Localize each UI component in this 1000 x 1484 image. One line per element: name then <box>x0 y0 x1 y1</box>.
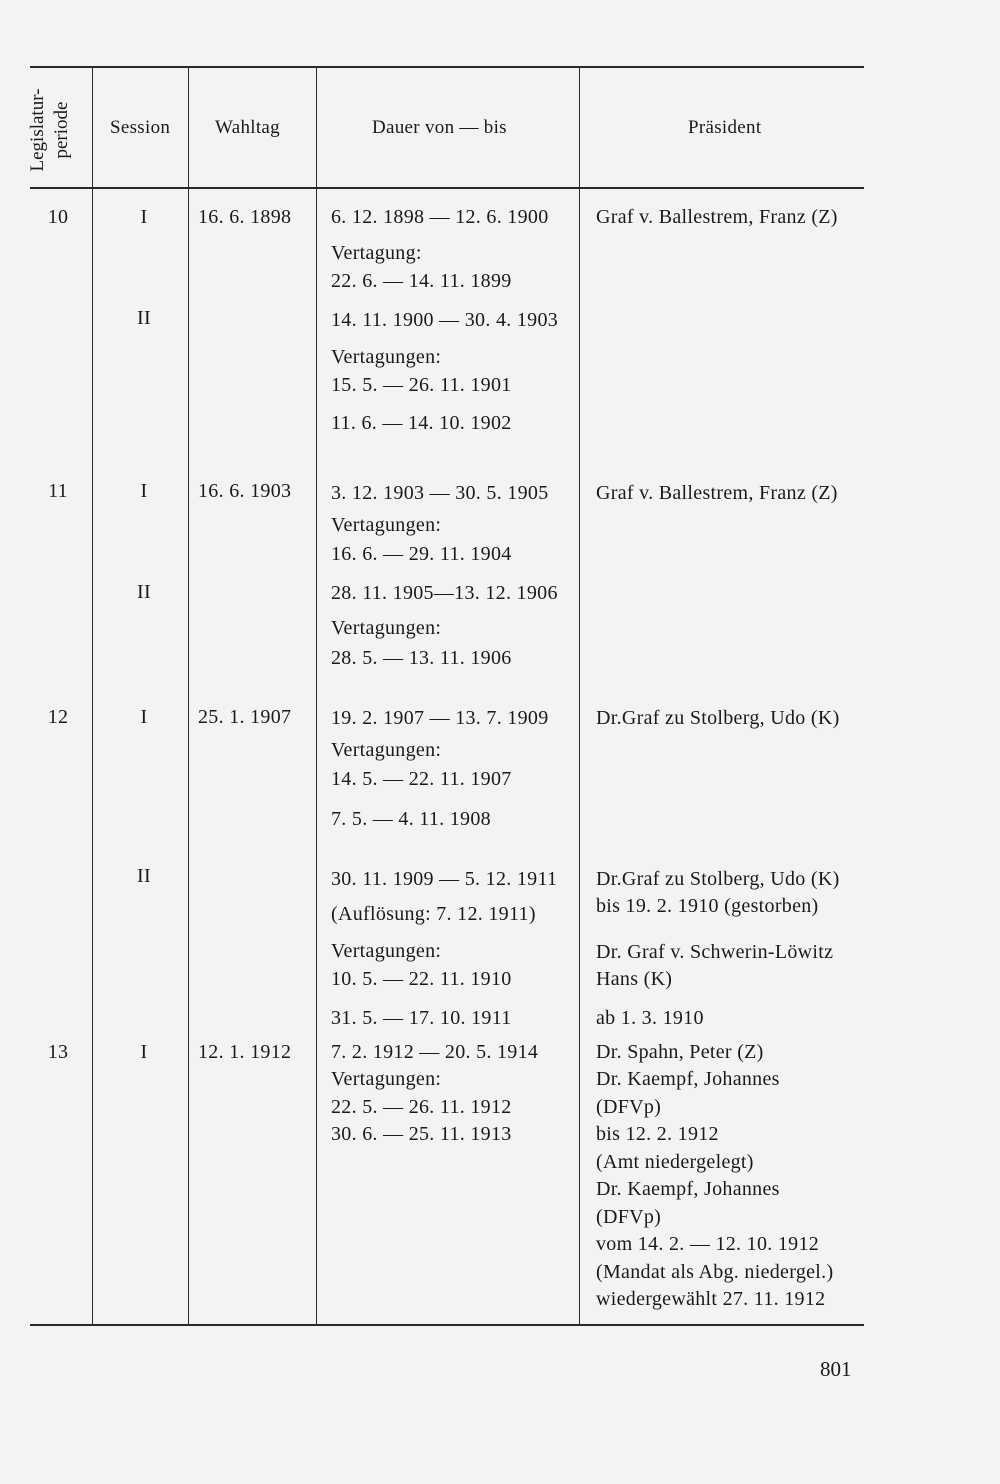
dauer-13-line1: 7. 2. 1912 — 20. 5. 1914 <box>331 1041 539 1063</box>
praesident-13-line7: (DFVp) <box>596 1206 662 1228</box>
wahltag-12: 25. 1. 1907 <box>198 706 292 728</box>
praesident-13-line6: Dr. Kaempf, Johannes <box>596 1178 780 1200</box>
praesident-12-ii-line4: Hans (K) <box>596 968 673 990</box>
praesident-12-ii-line2: bis 19. 2. 1910 (gestorben) <box>596 895 819 917</box>
wahltag-10: 16. 6. 1898 <box>198 206 292 228</box>
dauer-13-line3: 22. 5. — 26. 11. 1912 <box>331 1096 512 1118</box>
praesident-12-ii-line5: ab 1. 3. 1910 <box>596 1007 704 1029</box>
dauer-11-i-line1: 3. 12. 1903 — 30. 5. 1905 <box>331 482 549 504</box>
praesident-13-line10: wiedergewählt 27. 11. 1912 <box>596 1288 826 1310</box>
praesident-11: Graf v. Ballestrem, Franz (Z) <box>596 482 838 504</box>
praesident-13-line9: (Mandat als Abg. niedergel.) <box>596 1261 834 1283</box>
column-divider-4 <box>579 67 580 1325</box>
praesident-10: Graf v. Ballestrem, Franz (Z) <box>596 206 838 228</box>
dauer-10-i-line1: 6. 12. 1898 — 12. 6. 1900 <box>331 206 549 228</box>
dauer-12-i-line4: 7. 5. — 4. 11. 1908 <box>331 808 491 830</box>
top-rule <box>30 66 864 68</box>
dauer-11-i-line2: Vertagungen: <box>331 514 442 536</box>
session-11-ii: II <box>137 581 151 603</box>
dauer-12-ii-line5: 31. 5. — 17. 10. 1911 <box>331 1007 512 1029</box>
wahltag-13: 12. 1. 1912 <box>198 1041 292 1063</box>
header-session: Session <box>110 117 171 138</box>
dauer-10-ii-line2: Vertagungen: <box>331 346 442 368</box>
periode-10: 10 <box>47 206 69 228</box>
column-divider-1 <box>92 67 93 1325</box>
periode-11: 11 <box>48 480 68 502</box>
header-legislatur-line1: Legislatur- <box>27 88 48 172</box>
session-10-i: I <box>140 206 148 228</box>
session-13-i: I <box>140 1041 148 1063</box>
periode-13: 13 <box>47 1041 69 1063</box>
header-bottom-rule <box>30 187 864 189</box>
header-legislaturperiode <box>26 75 78 185</box>
dauer-13-line2: Vertagungen: <box>331 1068 442 1090</box>
bottom-rule <box>30 1324 864 1326</box>
session-12-ii: II <box>137 865 151 887</box>
header-praesident: Präsident <box>688 117 762 138</box>
dauer-11-ii-line2: Vertagungen: <box>331 617 442 639</box>
praesident-12-ii-line3: Dr. Graf v. Schwerin-Löwitz <box>596 941 834 963</box>
dauer-12-ii-line4: 10. 5. — 22. 11. 1910 <box>331 968 512 990</box>
dauer-12-ii-line3: Vertagungen: <box>331 940 442 962</box>
dauer-12-i-line2: Vertagungen: <box>331 739 442 761</box>
column-divider-3 <box>316 67 317 1325</box>
dauer-11-ii-line3: 28. 5. — 13. 11. 1906 <box>331 647 512 669</box>
session-12-i: I <box>140 706 148 728</box>
dauer-10-ii-line3: 15. 5. — 26. 11. 1901 <box>331 374 512 396</box>
page-number: 801 <box>820 1357 852 1381</box>
session-10-ii: II <box>137 307 151 329</box>
dauer-12-ii-line2: (Auflösung: 7. 12. 1911) <box>331 903 536 925</box>
praesident-13-line5: (Amt niedergelegt) <box>596 1151 754 1173</box>
dauer-12-i-line1: 19. 2. 1907 — 13. 7. 1909 <box>331 707 549 729</box>
praesident-12-ii-line1: Dr.Graf zu Stolberg, Udo (K) <box>596 868 840 890</box>
header-legislatur-line2: periode <box>51 101 72 159</box>
praesident-13-line4: bis 12. 2. 1912 <box>596 1123 719 1145</box>
dauer-12-ii-line1: 30. 11. 1909 — 5. 12. 1911 <box>331 868 558 890</box>
dauer-11-ii-line1: 28. 11. 1905—13. 12. 1906 <box>331 582 558 604</box>
praesident-12: Dr.Graf zu Stolberg, Udo (K) <box>596 707 840 729</box>
dauer-10-ii-line1: 14. 11. 1900 — 30. 4. 1903 <box>331 309 559 331</box>
periode-12: 12 <box>47 706 69 728</box>
dauer-10-i-line3: 22. 6. — 14. 11. 1899 <box>331 270 512 292</box>
praesident-13-line2: Dr. Kaempf, Johannes <box>596 1068 780 1090</box>
header-dauer: Dauer von — bis <box>372 117 507 138</box>
praesident-13-line1: Dr. Spahn, Peter (Z) <box>596 1041 764 1063</box>
column-divider-2 <box>188 67 189 1325</box>
dauer-11-i-line3: 16. 6. — 29. 11. 1904 <box>331 543 512 565</box>
session-11-i: I <box>140 480 148 502</box>
dauer-12-i-line3: 14. 5. — 22. 11. 1907 <box>331 768 512 790</box>
dauer-10-i-line2: Vertagung: <box>331 242 422 264</box>
dauer-10-ii-line4: 11. 6. — 14. 10. 1902 <box>331 412 512 434</box>
praesident-13-line8: vom 14. 2. — 12. 10. 1912 <box>596 1233 820 1255</box>
header-wahltag: Wahltag <box>215 117 280 138</box>
wahltag-11: 16. 6. 1903 <box>198 480 292 502</box>
praesident-13-line3: (DFVp) <box>596 1096 662 1118</box>
dauer-13-line4: 30. 6. — 25. 11. 1913 <box>331 1123 512 1145</box>
